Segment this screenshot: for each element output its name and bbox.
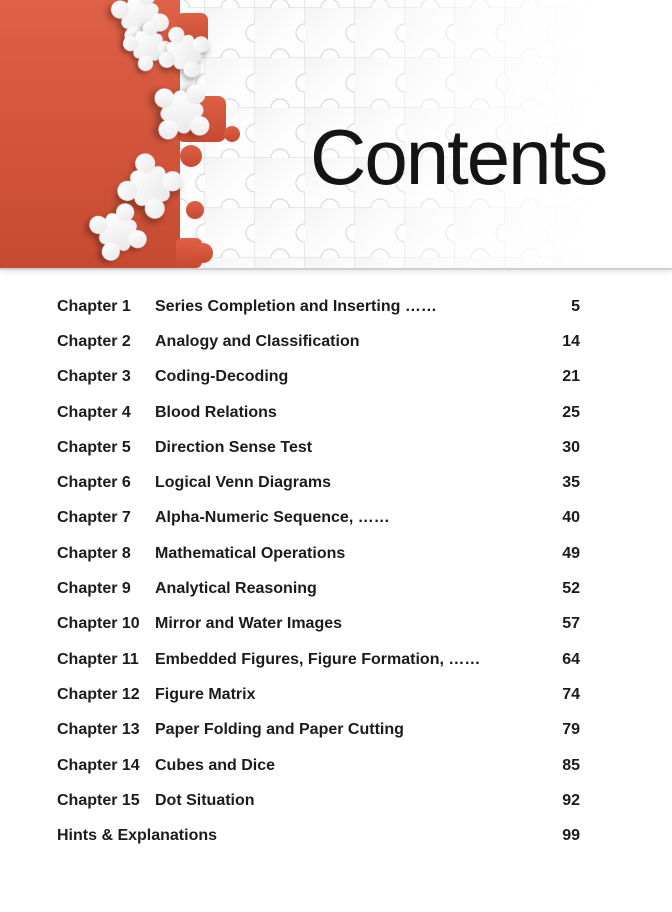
- page-number: 85: [562, 756, 580, 774]
- chapter-label: Chapter 2: [57, 332, 131, 350]
- chapter-title: Alpha-Numeric Sequence, ……: [155, 509, 390, 527]
- page-number: 21: [562, 368, 580, 386]
- page-number: 40: [562, 509, 580, 527]
- toc-row: [57, 748, 580, 783]
- chapter-title: Mirror and Water Images: [155, 615, 343, 633]
- chapter-title: Series Completion and Inserting ……: [155, 297, 437, 315]
- chapter-label: Hints & Explanations: [57, 827, 218, 845]
- toc-row: [57, 642, 580, 677]
- chapter-title: Analytical Reasoning: [155, 580, 317, 598]
- toc-row: [57, 360, 580, 395]
- chapter-title: Dot Situation: [155, 791, 255, 809]
- chapter-title: Coding-Decoding: [155, 368, 289, 386]
- page-number: 52: [562, 580, 580, 598]
- toc-row: [57, 324, 580, 359]
- page-number: 25: [562, 403, 580, 421]
- chapter-title: Blood Relations: [155, 403, 277, 421]
- page-number: 57: [562, 615, 580, 633]
- chapter-title: Figure Matrix: [155, 685, 256, 703]
- toc-row: [57, 677, 580, 712]
- chapter-label: Chapter 14: [57, 756, 140, 774]
- chapter-label: Chapter 6: [57, 474, 131, 492]
- chapter-title: Logical Venn Diagrams: [155, 474, 332, 492]
- toc-row: [57, 818, 580, 853]
- page-number: 92: [562, 791, 580, 809]
- chapter-label: Chapter 1: [57, 297, 131, 315]
- page-number: 74: [562, 685, 580, 703]
- header-banner: [0, 0, 672, 270]
- chapter-label: Chapter 4: [57, 403, 131, 421]
- page-number: 5: [571, 297, 580, 315]
- chapter-label: Chapter 9: [57, 580, 131, 598]
- page-number: 99: [562, 827, 580, 845]
- toc-row: [57, 289, 580, 324]
- toc-row: [57, 465, 580, 500]
- page-number: 30: [562, 438, 580, 456]
- toc-row: [57, 536, 580, 571]
- chapter-label: Chapter 13: [57, 721, 140, 739]
- toc-row: [57, 571, 580, 606]
- toc-row: [57, 395, 580, 430]
- chapter-label: Chapter 3: [57, 368, 131, 386]
- chapter-label: Chapter 7: [57, 509, 131, 527]
- toc-row: [57, 430, 580, 465]
- chapter-label: Chapter 12: [57, 685, 140, 703]
- toc-row: [57, 607, 580, 642]
- toc-row: [57, 783, 580, 818]
- page-number: 64: [562, 650, 580, 668]
- chapter-label: Chapter 10: [57, 615, 140, 633]
- chapter-label: Chapter 8: [57, 544, 131, 562]
- page-number: 49: [562, 544, 580, 562]
- chapter-title: Paper Folding and Paper Cutting: [155, 721, 404, 739]
- page-number: 79: [562, 721, 580, 739]
- page-number: 35: [562, 474, 580, 492]
- toc-row: [57, 501, 580, 536]
- chapter-title: Embedded Figures, Figure Formation, ……: [155, 650, 481, 668]
- chapter-title: Mathematical Operations: [155, 544, 346, 562]
- chapter-title: Cubes and Dice: [155, 756, 276, 774]
- chapter-label: Chapter 15: [57, 791, 140, 809]
- chapter-title: Direction Sense Test: [155, 438, 313, 456]
- chapter-label: Chapter 11: [57, 650, 139, 668]
- toc-list: [57, 289, 580, 854]
- chapter-title: Analogy and Classification: [155, 332, 360, 350]
- chapter-label: Chapter 5: [57, 438, 131, 456]
- page-number: 14: [562, 332, 580, 350]
- toc-row: [57, 713, 580, 748]
- page-title: Contents: [310, 113, 607, 201]
